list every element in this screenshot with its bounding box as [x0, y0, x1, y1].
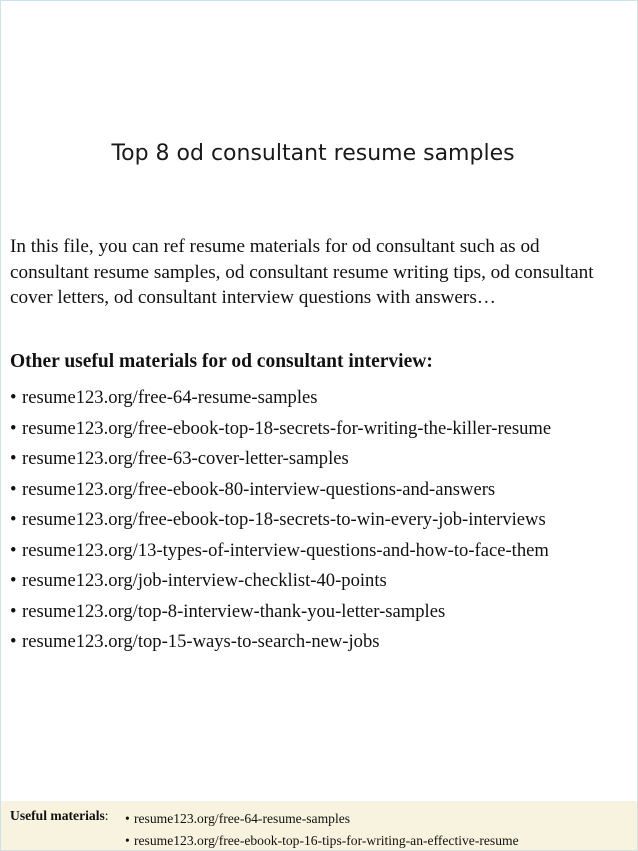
list-item	[10, 383, 551, 414]
materials-heading: Other useful materials for od consultant interview:	[10, 351, 433, 372]
bullet: •	[10, 600, 17, 622]
list-item	[10, 597, 551, 628]
bullet: •	[125, 811, 130, 826]
materials-list	[10, 383, 551, 658]
page-title: Top 8 od consultant resume samples	[111, 141, 515, 166]
footer-bar	[1, 801, 637, 850]
footer-label-colon: :	[104, 808, 109, 823]
bullet: •	[10, 631, 17, 652]
material-link[interactable]: resume123.org/job-interview-checklist-40-points	[22, 570, 387, 591]
bullet: •	[125, 833, 130, 848]
list-item	[125, 808, 519, 830]
material-link[interactable]: resume123.org/free-ebook-top-18-secrets-for-writing-the-killer-resume	[22, 417, 552, 439]
bullet: •	[10, 417, 17, 439]
footer-links	[125, 808, 519, 851]
bullet: •	[10, 478, 17, 500]
material-link[interactable]: resume123.org/free-ebook-80-interview-questions-and-answers	[22, 478, 496, 500]
bullet: •	[10, 509, 17, 530]
list-item	[10, 627, 551, 658]
footer-link[interactable]: resume123.org/free-64-resume-samples	[134, 811, 351, 826]
intro-paragraph: In this file, you can ref resume materials for od consultant such as od consultant resume samples, od consultant resume writing tips, od consultant cover letters, od consultant interview questions with answers…	[10, 236, 594, 308]
list-item	[10, 536, 551, 567]
bullet: •	[10, 448, 17, 469]
list-item	[10, 566, 551, 597]
material-link[interactable]: resume123.org/top-8-interview-thank-you-letter-samples	[22, 600, 446, 622]
material-link[interactable]: resume123.org/13-types-of-interview-questions-and-how-to-face-them	[22, 539, 549, 561]
list-item	[10, 444, 551, 475]
bullet: •	[10, 387, 17, 408]
list-item	[10, 505, 551, 536]
material-link[interactable]: resume123.org/free-ebook-top-18-secrets-to-win-every-job-interviews	[22, 509, 546, 530]
list-item	[10, 475, 551, 506]
footer-label-text: Useful materials	[10, 808, 105, 823]
bullet: •	[10, 539, 17, 561]
material-link[interactable]: resume123.org/free-63-cover-letter-samples	[22, 448, 349, 469]
material-link[interactable]: resume123.org/top-15-ways-to-search-new-jobs	[22, 631, 380, 652]
footer-label	[10, 808, 109, 824]
bullet: •	[10, 570, 17, 591]
list-item	[10, 414, 551, 445]
footer-link[interactable]: resume123.org/free-ebook-top-16-tips-for-writing-an-effective-resume	[134, 833, 519, 848]
material-link[interactable]: resume123.org/free-64-resume-samples	[22, 387, 318, 408]
list-item	[125, 830, 519, 851]
